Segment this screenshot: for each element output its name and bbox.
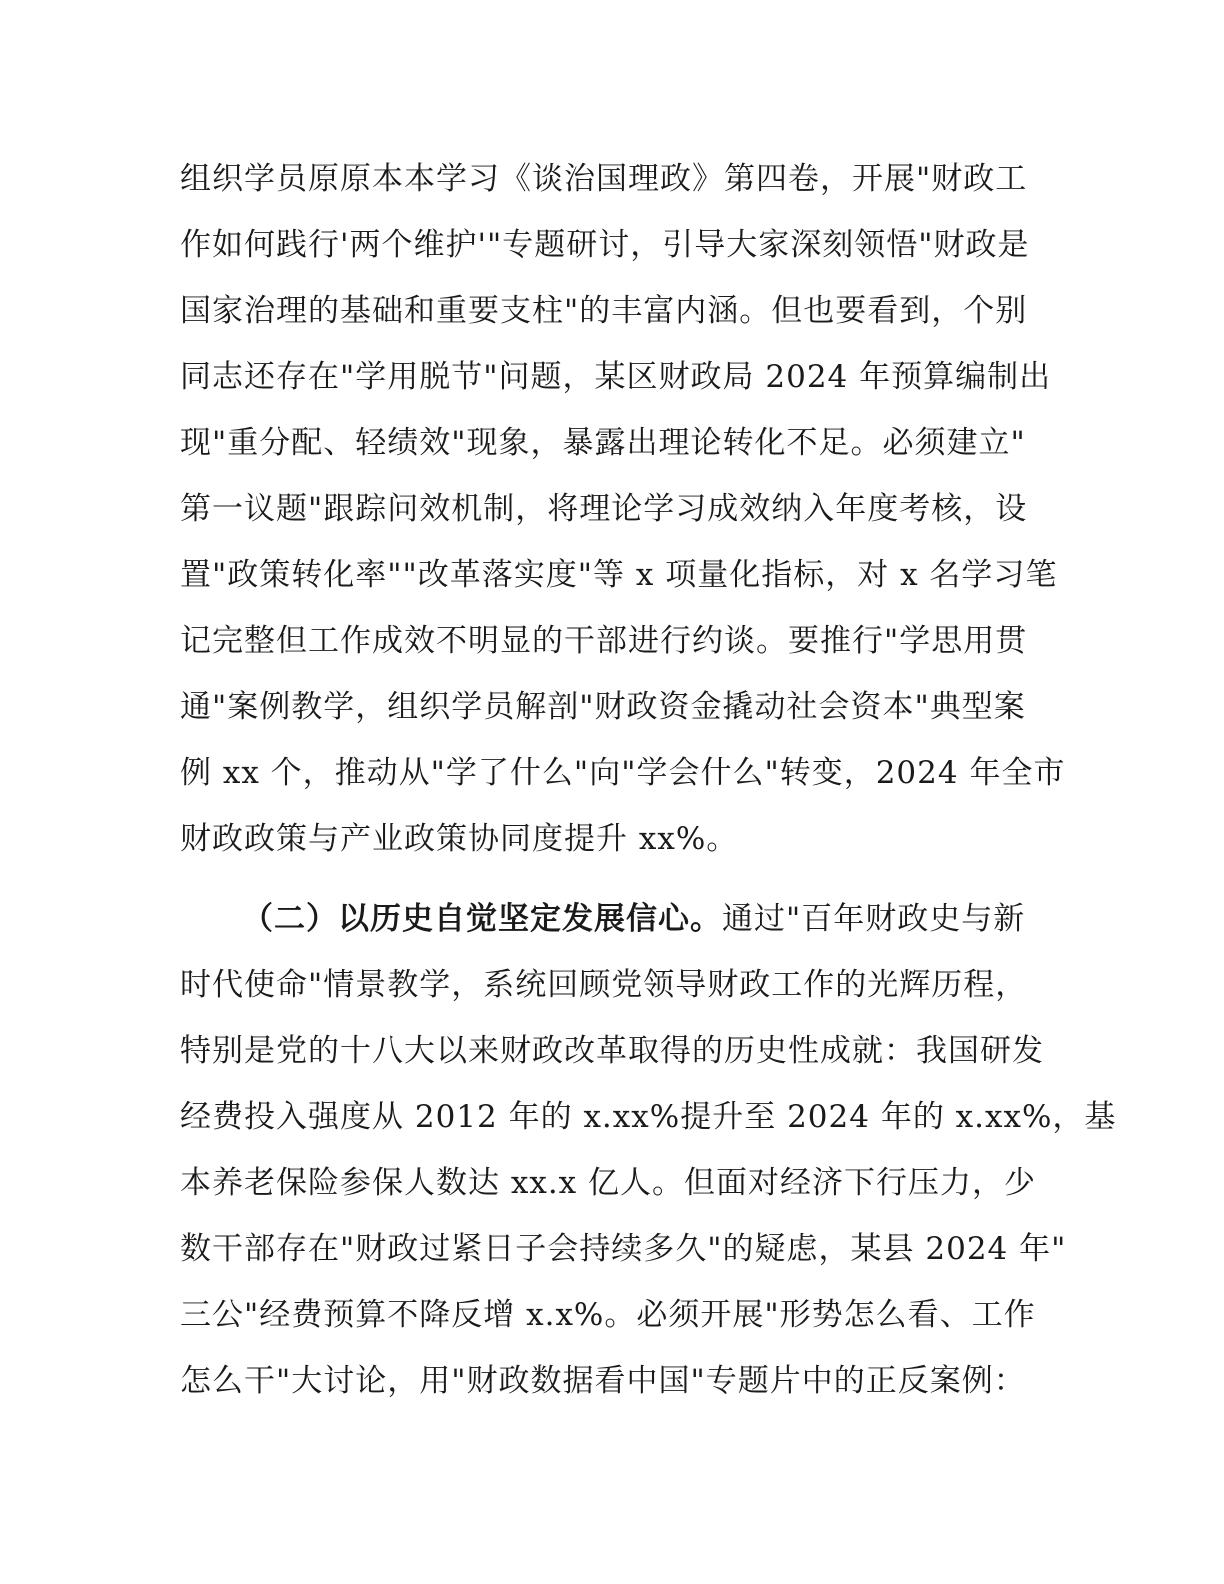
- section-heading: （二）以历史自觉坚定发展信心。: [242, 901, 722, 937]
- paragraph-line: 置"政策转化率""改革落实度"等 x 项量化指标，对 x 名学习笔: [180, 557, 1058, 593]
- paragraph-first-line: [180, 886, 1040, 952]
- paragraph-line: 现"重分配、轻绩效"现象，暴露出理论转化不足。必须建立": [180, 425, 1026, 461]
- paragraph-line: 怎么干"大讨论，用"财政数据看中国"专题片中的正反案例：: [180, 1363, 1026, 1399]
- paragraph-2: [180, 886, 1117, 1414]
- paragraph-line: 国家治理的基础和重要支柱"的丰富内涵。但也要看到，个别: [180, 293, 1028, 329]
- paragraph-line: 时代使命"情景教学，系统回顾党领导财政工作的光辉历程，: [180, 967, 1028, 1003]
- paragraph-line: 财政政策与产业政策协同度提升 xx%。: [180, 821, 739, 857]
- paragraph-line: 同志还存在"学用脱节"问题，某区财政局 2024 年预算编制出: [180, 359, 1052, 395]
- paragraph-line: 特别是党的十八大以来财政改革取得的历史性成就：我国研发: [180, 1033, 1044, 1069]
- paragraph-line: 经费投入强度从 2012 年的 x.xx%提升至 2024 年的 x.xx%，基: [180, 1099, 1117, 1135]
- paragraph-line: 例 xx 个，推动从"学了什么"向"学会什么"转变，2024 年全市: [180, 755, 1066, 791]
- paragraph-line: 数干部存在"财政过紧日子会持续多久"的疑虑，某县 2024 年": [180, 1231, 1067, 1267]
- paragraph-line: 组织学员原原本本学习《谈治国理政》第四卷，开展"财政工: [180, 161, 1028, 197]
- heading-continuation: 通过"百年财政史与新: [722, 901, 1026, 937]
- document-page: [180, 146, 1117, 1414]
- paragraph-line: 作如何践行'两个维护'"专题研讨，引导大家深刻领悟"财政是: [180, 227, 1030, 263]
- paragraph-line: 三公"经费预算不降反增 x.x%。必须开展"形势怎么看、工作: [180, 1297, 1036, 1333]
- paragraph-spacer: [180, 872, 1040, 886]
- paragraph-line: 记完整但工作成效不明显的干部进行约谈。要推行"学思用贯: [180, 623, 1028, 659]
- paragraph-line: 本养老保险参保人数达 xx.x 亿人。但面对经济下行压力，少: [180, 1165, 1037, 1201]
- paragraph-line: 第一议题"跟踪问效机制，将理论学习成效纳入年度考核，设: [180, 491, 1028, 527]
- paragraph-1: [180, 146, 1066, 872]
- paragraph-line: 通"案例教学，组织学员解剖"财政资金撬动社会资本"典型案: [180, 689, 1026, 725]
